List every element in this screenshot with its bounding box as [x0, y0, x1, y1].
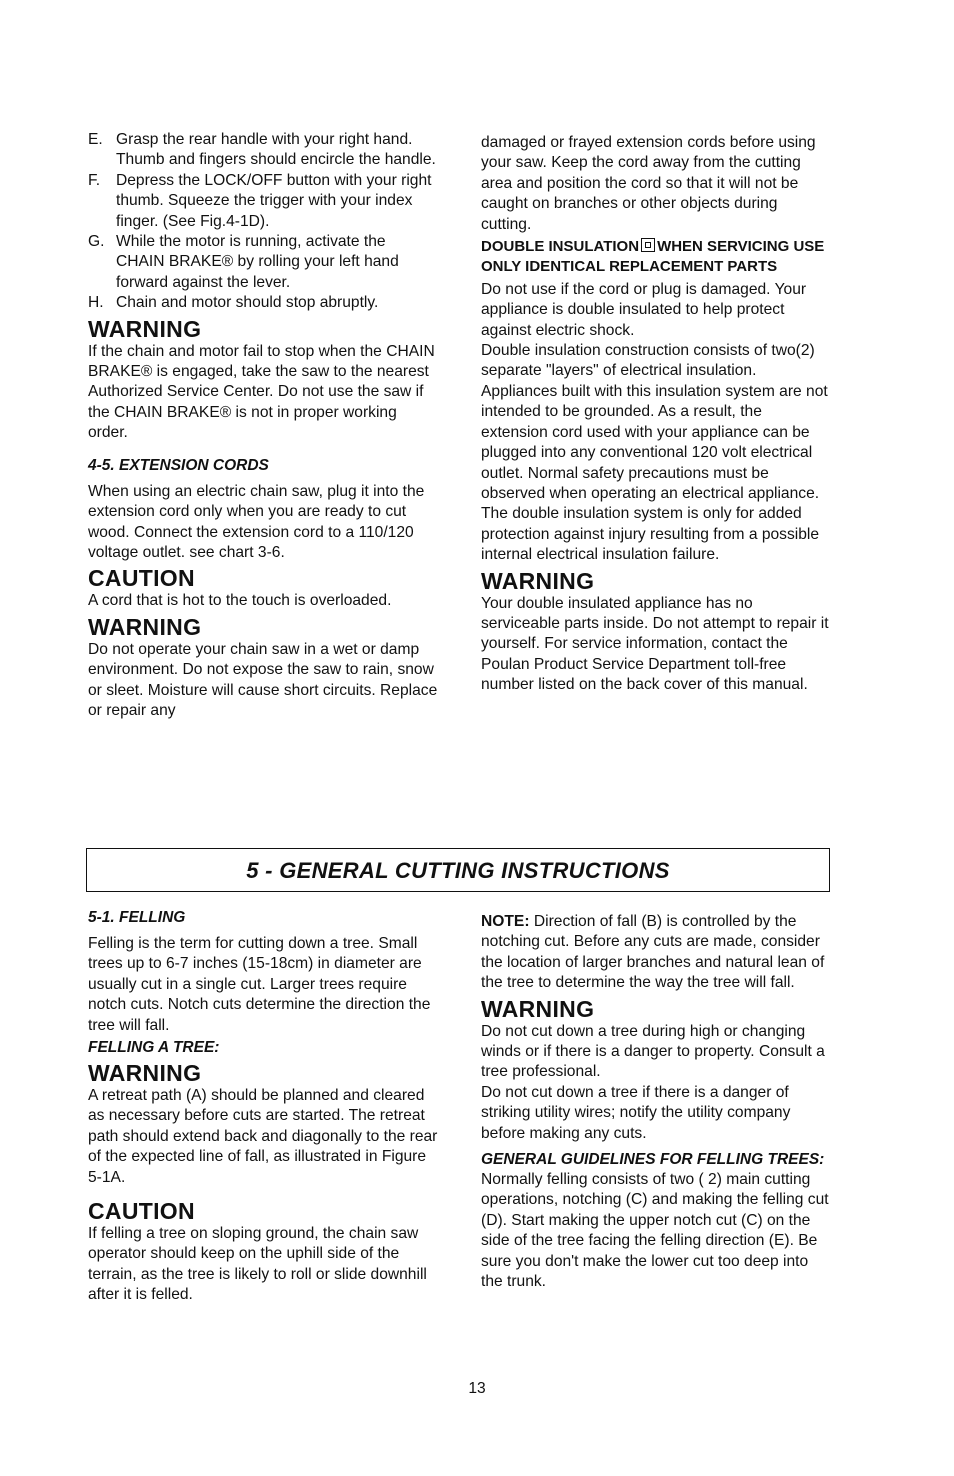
- page-number: 13: [468, 1380, 486, 1397]
- warning-text: Do not cut down a tree if there is a danger of striking utility wires; notify the utility company before making any cuts.: [481, 1083, 791, 1142]
- bottom-left-column: [88, 908, 438, 1306]
- warning-heading: WARNING: [481, 567, 595, 594]
- section-title: 5 - GENERAL CUTTING INSTRUCTIONS: [246, 858, 670, 883]
- double-insulation-text: Do not use if the cord or plug is damaged. Your appliance is double insulated to help protect against electric shock.: [481, 280, 807, 339]
- warning-text: Do not operate your chain saw in a wet or damp environment. Do not expose the saw to rain, snow or sleet. Moisture will cause short circuits. Replace or repair any: [88, 640, 438, 719]
- step-f: F. Depress the LOCK/OFF button with your right thumb. Squeeze the trigger with your index finger. (See Fig.4-1D).: [88, 171, 432, 230]
- warning-text: A retreat path (A) should be planned and cleared as necessary before cuts are started. The retreat path should extend back and diagonally to the rear of the expected line of fall, as illustrated in Figure 5-1A.: [88, 1087, 438, 1186]
- warning-text: Do not cut down a tree during high or changing winds or if there is a danger to property. Consult a tree professional.: [481, 1022, 825, 1081]
- extension-cords-continued: damaged or frayed extension cords before using your saw. Keep the cord away from the cutting area and position the cord so that it will not be caught on branches or other objects during cutting.: [481, 134, 816, 233]
- section-banner: [86, 848, 830, 892]
- top-right-column: [481, 133, 831, 696]
- felling-a-tree-heading: FELLING A TREE:: [88, 1039, 220, 1057]
- double-insulation-text: Double insulation construction consists of two(2) separate "layers" of electrical insulation.: [481, 342, 815, 380]
- warning-heading: WARNING: [481, 995, 595, 1022]
- warning-heading: WARNING: [88, 613, 202, 640]
- felling-heading: 5-1. FELLING: [88, 909, 186, 926]
- warning-text: If the chain and motor fail to stop when the CHAIN BRAKE® is engaged, take the saw to the nearest Authorized Service Center. Do not use the saw if the CHAIN BRAKE® is not in proper working order.: [88, 342, 435, 442]
- guidelines-heading: GENERAL GUIDELINES FOR FELLING TREES:: [481, 1151, 825, 1169]
- caution-text: If felling a tree on sloping ground, the chain saw operator should keep on the uphill side of the terrain, as the tree is likely to roll or slide downhill after it is felled.: [88, 1225, 427, 1304]
- caution-text: A cord that is hot to the touch is overloaded.: [88, 592, 392, 610]
- warning-heading: WARNING: [88, 315, 202, 342]
- step-e: E. Grasp the rear handle with your right hand. Thumb and fingers should encircle the handle.: [88, 131, 436, 169]
- note-paragraph: NOTE: Direction of fall (B) is controlled by the notching cut. Before any cuts are made, consider the location of larger branches and natural lean of the tree to determine the way the tree will fall.: [481, 913, 825, 992]
- note-label: NOTE:: [481, 913, 530, 930]
- caution-heading: CAUTION: [88, 565, 195, 592]
- extension-cords-heading: 4-5. EXTENSION CORDS: [88, 456, 269, 474]
- step-list: [88, 130, 438, 314]
- felling-text: Felling is the term for cutting down a tree. Small trees up to 6-7 inches (15-18cm) in diameter are usually cut in a single cut. Larger trees require notch cuts. Notch cuts determine the direction the tree will fall.: [88, 935, 431, 1034]
- guidelines-text: Normally felling consists of two ( 2) main cutting operations, notching (C) and making the felling cut (D). Start making the upper notch cut (C) on the side of the tree facing the felling direction (E). Be sure you don't make the lower cut too deep into the trunk.: [481, 1171, 829, 1291]
- step-g: G. While the motor is running, activate the CHAIN BRAKE® by rolling your left hand forward against the lever.: [88, 233, 399, 291]
- top-left-column: [88, 130, 438, 721]
- step-h: H. Chain and motor should stop abruptly.: [88, 294, 379, 312]
- bottom-right-column: [481, 912, 831, 1293]
- double-insulation-heading: DOUBLE INSULATION WHEN SERVICING USE ONLY IDENTICAL REPLACEMENT PARTS: [481, 238, 825, 276]
- double-insulation-text: Appliances built with this insulation system are not intended to be grounded. As a result, the extension cord used with your appliance can be plugged into any conventional 120 volt electrical outlet. Normal safety precautions must be observed when operating an electrical appliance. The double insulation system is only for added protection against injury resulting from a possible internal electrical insulation failure.: [481, 382, 828, 564]
- warning-heading: WARNING: [88, 1060, 202, 1087]
- caution-heading: CAUTION: [88, 1198, 195, 1225]
- warning-text: Your double insulated appliance has no serviceable parts inside. Do not attempt to repair it yourself. For service information, contact the Poulan Product Service Department toll-free number listed on the back cover of this manual.: [481, 594, 829, 694]
- double-insulation-icon: [641, 238, 655, 252]
- extension-cords-text: When using an electric chain saw, plug it into the extension cord only when you are ready to cut wood. Connect the extension cord to a 110/120 voltage outlet. see chart 3-6.: [88, 482, 425, 561]
